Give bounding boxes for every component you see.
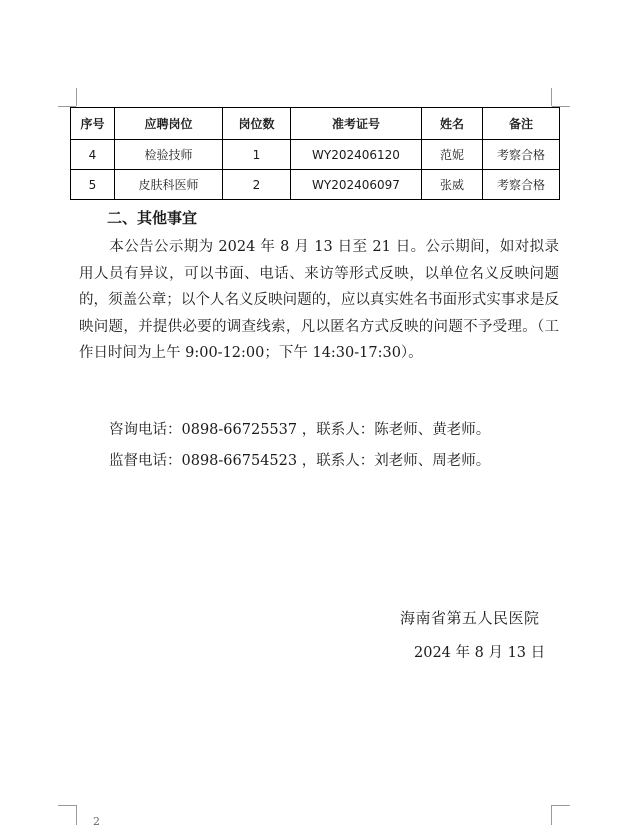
header-name: 姓名 [422,108,483,140]
table-header-row [71,108,560,140]
cell-remark: 考察合格 [483,170,560,200]
header-position-count: 岗位数 [223,108,291,140]
cell-exam-number: WY202406120 [291,140,422,170]
cell-position: 皮肤科医师 [115,170,223,200]
cell-exam-number: WY202406097 [291,170,422,200]
cell-name: 张威 [422,170,483,200]
cell-name: 范妮 [422,140,483,170]
crop-mark [76,88,77,106]
issuing-organization: 海南省第五人民医院 [400,609,540,627]
page-number: 2 [93,815,100,828]
issue-date: 2024 年 8 月 13 日 [414,645,546,661]
header-serial: 序号 [71,108,115,140]
notice-paragraph-text: 本公告公示期为 2024 年 8 月 13 日至 21 日。公示期间，如对拟录用人员有异议，可以书面、电话、来访等形式反映，以单位名义反映问题的，须盖公章；以个人名义反映问题的，应以真实姓名书面形式实事求是反映问题，并提供必要的调查线索，凡以匿名方式反映的问题不予受理。（工作日时间为上午 9:00-12:00；下午 14:30-17:30）。 [79,239,559,361]
table-row [71,170,560,200]
cell-position: 检验技师 [115,140,223,170]
crop-mark [76,805,77,825]
crop-mark [551,88,552,106]
crop-mark [552,805,570,806]
supervise-phone-line: 监督电话：0898-66754523 ，联系人：刘老师、周老师。 [109,453,491,469]
cell-serial: 4 [71,140,115,170]
cell-position-count: 1 [223,140,291,170]
table-row [71,140,560,170]
consult-phone-line: 咨询电话：0898-66725537 ，联系人：陈老师、黄老师。 [109,422,491,438]
header-position: 应聘岗位 [115,108,223,140]
crop-mark [551,805,552,825]
section-title: 二、其他事宜 [107,209,198,227]
header-remark: 备注 [483,108,560,140]
crop-mark [58,805,76,806]
header-exam-number: 准考证号 [291,108,422,140]
recruitment-table [70,107,560,200]
notice-paragraph [79,234,559,367]
cell-remark: 考察合格 [483,140,560,170]
cell-serial: 5 [71,170,115,200]
cell-position-count: 2 [223,170,291,200]
